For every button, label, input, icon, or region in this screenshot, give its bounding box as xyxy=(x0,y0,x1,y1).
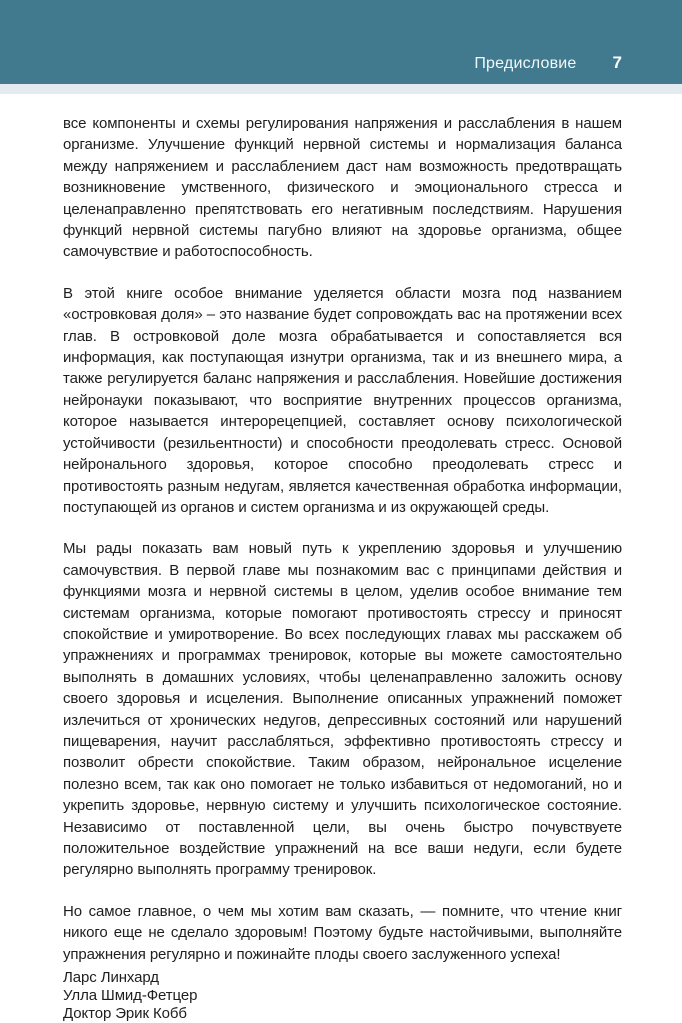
paragraph: В этой книге особое внимание уделяется области мозга под названием «островковая доля» – это название будет сопровождать вас на протяжении всех глав. В островковой доле мозга обрабатывается и сопоставляется вся информация, как поступающая изнутри организма, так и из внешнего мира, а также регулируется баланс напряжения и расслабления. Новейшие достижения нейронауки показывают, что восприятие внутренних процессов организма, которое называется интерорецепцией, составляет основу психологической устойчивости (резильентности) и способности преодолевать стресс. Основой нейронального здоровья, которое способно преодолевать стресс и противостоять разным недугам, является качественная обработка информации, поступающей из органов и систем организма и из окружающей среды. xyxy=(63,284,622,516)
author-name: Доктор Эрик Кобб xyxy=(63,1005,187,1023)
author-signatures xyxy=(63,969,622,1023)
header-strip xyxy=(0,84,682,94)
paragraph: все компоненты и схемы регулирования напряжения и расслабления в нашем организме. Улучшение функций нервной системы и нормализация баланса между напряжением и расслаблением даст нам возможность предотвращать возникновение умственного, физического и эмоционального стресса и целенаправленно препятствовать его негативным последствиям. Нарушения функций нервной системы пагубно влияют на здоровье организма, общее самочувствие и работоспособность. xyxy=(63,115,622,261)
running-head-chapter: Предисловие xyxy=(474,55,577,72)
page-content xyxy=(0,94,682,1023)
page-header xyxy=(0,0,682,84)
paragraph: Но самое главное, о чем мы хотим вам сказать, — помните, что чтение книг никого еще не сделало здоровым! Поэтому будьте настойчивыми, выполняйте упражнения регулярно и пожинайте плоды своего заслуженного успеха! xyxy=(63,902,622,963)
author-name: Ларс Линхард xyxy=(63,969,159,987)
paragraph: Мы рады показать вам новый путь к укреплению здоровья и улучшению самочувствия. В первой главе мы познакомим вас с принципами действия и функциями мозга и нервной системы в целом, уделив особое внимание тем системам организма, которые помогают противостоять стрессу и приносят спокойствие и умиротворение. Во всех последующих главах мы расскажем об упражнениях и программах тренировок, которые вы можете самостоятельно выполнять в домашних условиях, чтобы целенаправленно заложить основу своего здоровья и исцеления. Выполнение описанных упражнений поможет излечиться от хронических недугов, депрессивных состояний или нарушений пищеварения, научит расслабляться, эффективно противостоять стрессу и позволит обрести спокойствие. Таким образом, нейрональное исцеление полезно всем, так как оно помогает не только избавиться от недомоганий, но и укрепить здоровье, нервную систему и улучшить психологическое состояние. Независимо от поставленной цели, вы очень быстро почувствуете положительное воздействие упражнений на все ваши недуги, если будете регулярно выполнять программу тренировок. xyxy=(63,540,622,879)
page-number: 7 xyxy=(612,53,622,72)
author-name: Улла Шмид-Фетцер xyxy=(63,987,198,1005)
